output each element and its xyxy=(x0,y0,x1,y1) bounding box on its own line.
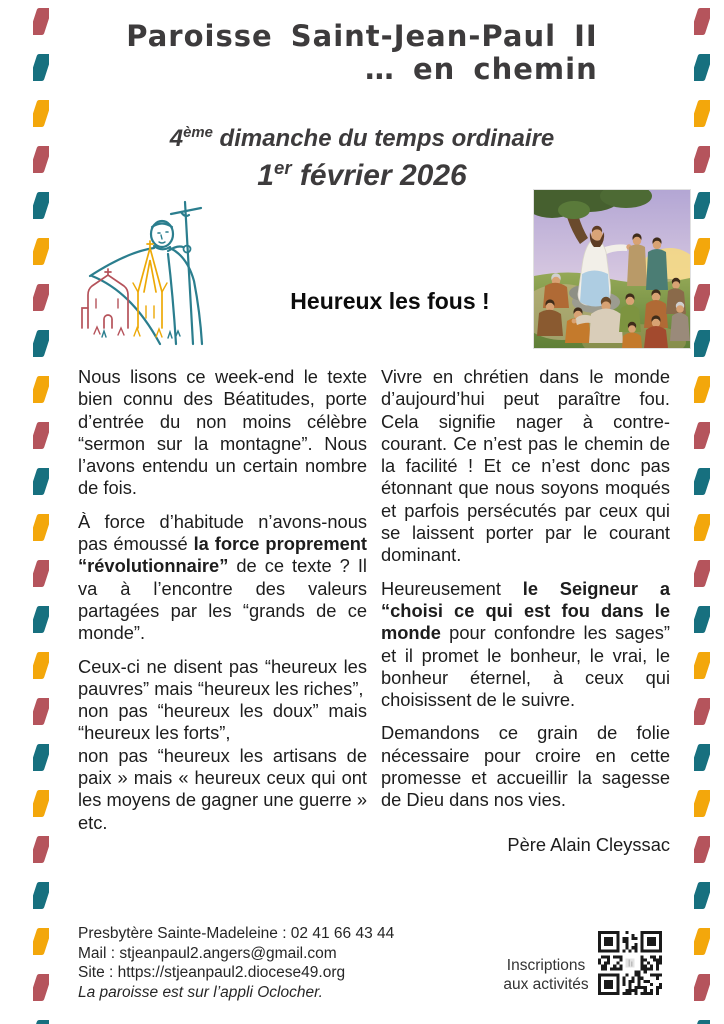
qr-code-icon xyxy=(598,930,662,996)
paragraph: Nous lisons ce week-end le texte bien connu des Béatitudes, porte d’entrée du non moins célèbre “sermon sur la montagne”. Nous l’avons entendu un certain nombre de fois. xyxy=(78,366,367,499)
contact-block xyxy=(78,924,394,1002)
phone-line: Presbytère Sainte-Madeleine : 02 41 66 43 44 xyxy=(78,925,395,942)
paragraph: Heureusement le Seigneur a “choisi ce qui est fou dans le monde pour confondre les sages” et il promet le bonheur, le vrai, le bonheur éternel, à ceux qui choisissent de le suivre. xyxy=(381,577,670,711)
parish-title: Paroisse Saint-Jean-Paul II xyxy=(126,19,598,53)
website-line: Site : https://stjeanpaul2.diocese49.org xyxy=(78,964,346,981)
date: 1er février 2026 xyxy=(257,157,467,192)
article-left-column xyxy=(78,366,367,856)
john-paul-ii-drawing xyxy=(72,196,258,346)
paragraph: Vivre en chrétien dans le monde d’aujourd’hui peut paraître fou. Cela signifie nager à contre-courant. Ce n’est pas le chemin de la facilité ! Et ce n’est donc pas étonnant que nous soyons moqués et parfois persécutés par ceux qui se laissent porter par le courant dominant. xyxy=(381,366,670,566)
pope-line-art-icon xyxy=(72,196,258,346)
jesus-teaching-painting xyxy=(534,190,690,348)
article-headline: Heureux les fous ! xyxy=(290,288,490,314)
app-line: La paroisse est sur l’appli Oclocher. xyxy=(78,983,323,1001)
paragraph: Ceux-ci ne disent pas “heureux les pauvres” mais “heureux les riches”, non pas “heureux les doux” mais “heureux les forts”, non pas “heureux les artisans de paix » mais « heureux ceux qui ont les moyens de gagner une guerre » etc. xyxy=(78,655,367,833)
paragraph: Demandons ce grain de folie nécessaire pour croire en cette promesse et accueillir la sagesse de Dieu dans nos vies. xyxy=(381,722,670,811)
article-body xyxy=(78,366,670,856)
author-signature: Père Alain Cleyssac xyxy=(507,833,670,855)
parish-subtitle: … en chemin xyxy=(364,52,598,86)
masthead xyxy=(60,20,664,86)
sunday-ordinal: 4ème dimanche du temps ordinaire xyxy=(169,125,555,152)
sermon-scene-icon xyxy=(534,190,690,348)
paragraph: À force d’habitude n’avons-nous pas émoussé la force proprement “révolutionnaire” de ce texte ? Il va à l’encontre des valeurs partagées par les “grands de ce monde”. xyxy=(78,510,367,644)
qr-caption: Inscriptions aux activités xyxy=(503,957,589,993)
date-block xyxy=(60,122,664,196)
email-line: Mail : stjeanpaul2.angers@gmail.com xyxy=(78,944,337,962)
right-border-stripes xyxy=(694,0,710,1024)
article-right-column xyxy=(381,366,670,856)
left-border-stripes xyxy=(33,0,49,1024)
